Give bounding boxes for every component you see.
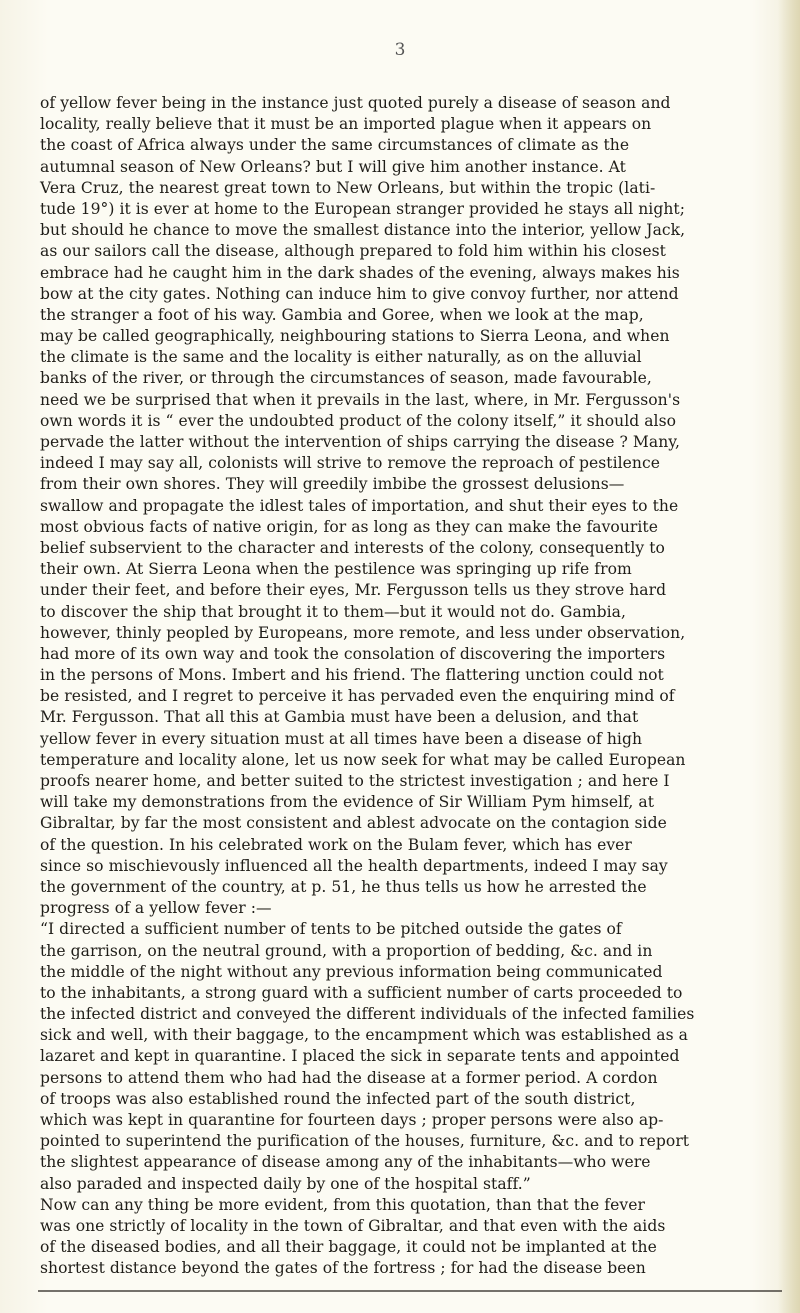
text-line: proofs nearer home, and better suited to the strictest investigation ; and here I [40, 772, 670, 790]
text-line: sick and well, with their baggage, to the encampment which was established as a [40, 1026, 688, 1045]
text-line: the stranger a foot of his way. Gambia and Goree, when we look at the map, [40, 305, 644, 324]
page-number: 3 [394, 40, 406, 60]
text-line: shortest distance beyond the gates of the fortress ; for had the disease been [40, 1259, 646, 1278]
text-line: which was kept in quarantine for fourteen days ; proper persons were also ap- [40, 1111, 664, 1129]
text-line: also paraded and inspected daily by one of the hospital staff.” [40, 1174, 531, 1193]
text-line: of the question. In his celebrated work on the Bulam fever, which has ever [40, 835, 632, 854]
text-line: bow at the city gates. Nothing can induce him to give convoy further, nor attend [40, 284, 679, 303]
text-line: Mr. Fergusson. That all this at Gambia must have been a delusion, and that [40, 708, 639, 727]
text-line: the coast of Africa always under the same circumstances of climate as the [40, 136, 630, 155]
text-line: pervade the latter without the intervention of ships carrying the disease ? Many, [40, 433, 681, 451]
text-line: the infected district and conveyed the different individuals of the infected families [40, 1005, 695, 1024]
text-line: in the persons of Mons. Imbert and his friend. The flattering unction could not [40, 666, 664, 685]
text-line: “I directed a sufficient number of tents to be pitched outside the gates of [40, 920, 622, 939]
text-line: indeed I may say all, colonists will strive to remove the reproach of pestilence [40, 454, 660, 473]
text-line: autumnal season of New Orleans? but I will give him another instance. At [40, 157, 626, 176]
text-line: yellow fever in every situation must at all times have been a disease of high [40, 729, 643, 748]
text-line: swallow and propagate the idlest tales of importation, and shut their eyes to the [40, 496, 679, 515]
text-line: lazaret and kept in quarantine. I placed the sick in separate tents and appointed [40, 1047, 680, 1066]
text-line: to the inhabitants, a strong guard with a sufficient number of carts proceeded to [40, 983, 683, 1002]
text-line: but should he chance to move the smallest distance into the interior, yellow Jack, [40, 221, 686, 240]
text-line: their own. At Sierra Leona when the pestilence was springing up rife from [40, 560, 632, 579]
text-line: Now can any thing be more evident, from this quotation, than that the fever [40, 1195, 645, 1214]
text-line: embrace had he caught him in the dark shades of the evening, always makes his [40, 263, 680, 282]
text-line: the climate is the same and the locality is either naturally, as on the alluvial [40, 348, 642, 367]
text-line: need we be surprised that when it prevails in the last, where, in Mr. Fergusson's [40, 390, 681, 409]
text-line: Gibraltar, by far the most consistent and ablest advocate on the contagion side [40, 814, 667, 833]
text-line: belief subservient to the character and interests of the colony, consequently to [40, 538, 665, 557]
text-line: own words it is “ ever the undoubted product of the colony itself,” it should also [40, 411, 677, 430]
text-line: may be called geographically, neighbouring stations to Sierra Leona, and when [40, 327, 670, 346]
text-line: under their feet, and before their eyes, Mr. Fergusson tells us they strove hard [40, 581, 667, 600]
text-line: as our sailors call the disease, although prepared to fold him within his closest [40, 242, 666, 261]
text-line: Vera Cruz, the nearest great town to New Orleans, but within the tropic (lati- [40, 178, 656, 197]
text-line: was one strictly of locality in the town of Gibraltar, and that even with the aids [40, 1216, 666, 1235]
text-line: of yellow fever being in the instance just quoted purely a disease of season and [40, 94, 671, 112]
text-line: however, thinly peopled by Europeans, more remote, and less under observation, [40, 623, 686, 642]
text-line: most obvious facts of native origin, for as long as they can make the favourite [40, 517, 658, 536]
text-line: temperature and locality alone, let us now seek for what may be called European [40, 750, 686, 769]
text-line: from their own shores. They will greedily imbibe the grossest delusions— [40, 475, 625, 494]
bottom-rule [38, 1290, 782, 1292]
text-line: the garrison, on the neutral ground, with a proportion of bedding, &c. and in [40, 941, 653, 960]
text-line: tude 19°) it is ever at home to the European stranger provided he stays all night; [40, 199, 685, 218]
text-line: progress of a yellow fever :— [40, 899, 272, 918]
body-text [40, 93, 790, 1280]
text-line: the government of the country, at p. 51, he thus tells us how he arrested the [40, 877, 647, 896]
text-line: banks of the river, or through the circumstances of season, made favourable, [40, 369, 652, 388]
text-line: of the diseased bodies, and all their baggage, it could not be implanted at the [40, 1238, 657, 1257]
text-line: persons to attend them who had had the disease at a former period. A cordon [40, 1068, 658, 1087]
text-line: be resisted, and I regret to perceive it has pervaded even the enquiring mind of [40, 687, 675, 706]
text-line: locality, really believe that it must be an imported plague when it appears on [40, 115, 652, 134]
text-line: will take my demonstrations from the evidence of Sir William Pym himself, at [40, 793, 655, 812]
text-line: the middle of the night without any previous information being communicated [40, 962, 663, 981]
text-line: had more of its own way and took the consolation of discovering the importers [40, 644, 666, 663]
text-line: since so mischievously influenced all the health departments, indeed I may say [40, 856, 668, 875]
text-line: the slightest appearance of disease among any of the inhabitants—who were [40, 1153, 651, 1172]
text-line: pointed to superintend the purification of the houses, furniture, &c. and to report [40, 1132, 690, 1151]
text-line: of troops was also established round the infected part of the south district, [40, 1089, 636, 1108]
text-line: to discover the ship that brought it to them—but it would not do. Gambia, [40, 602, 626, 621]
